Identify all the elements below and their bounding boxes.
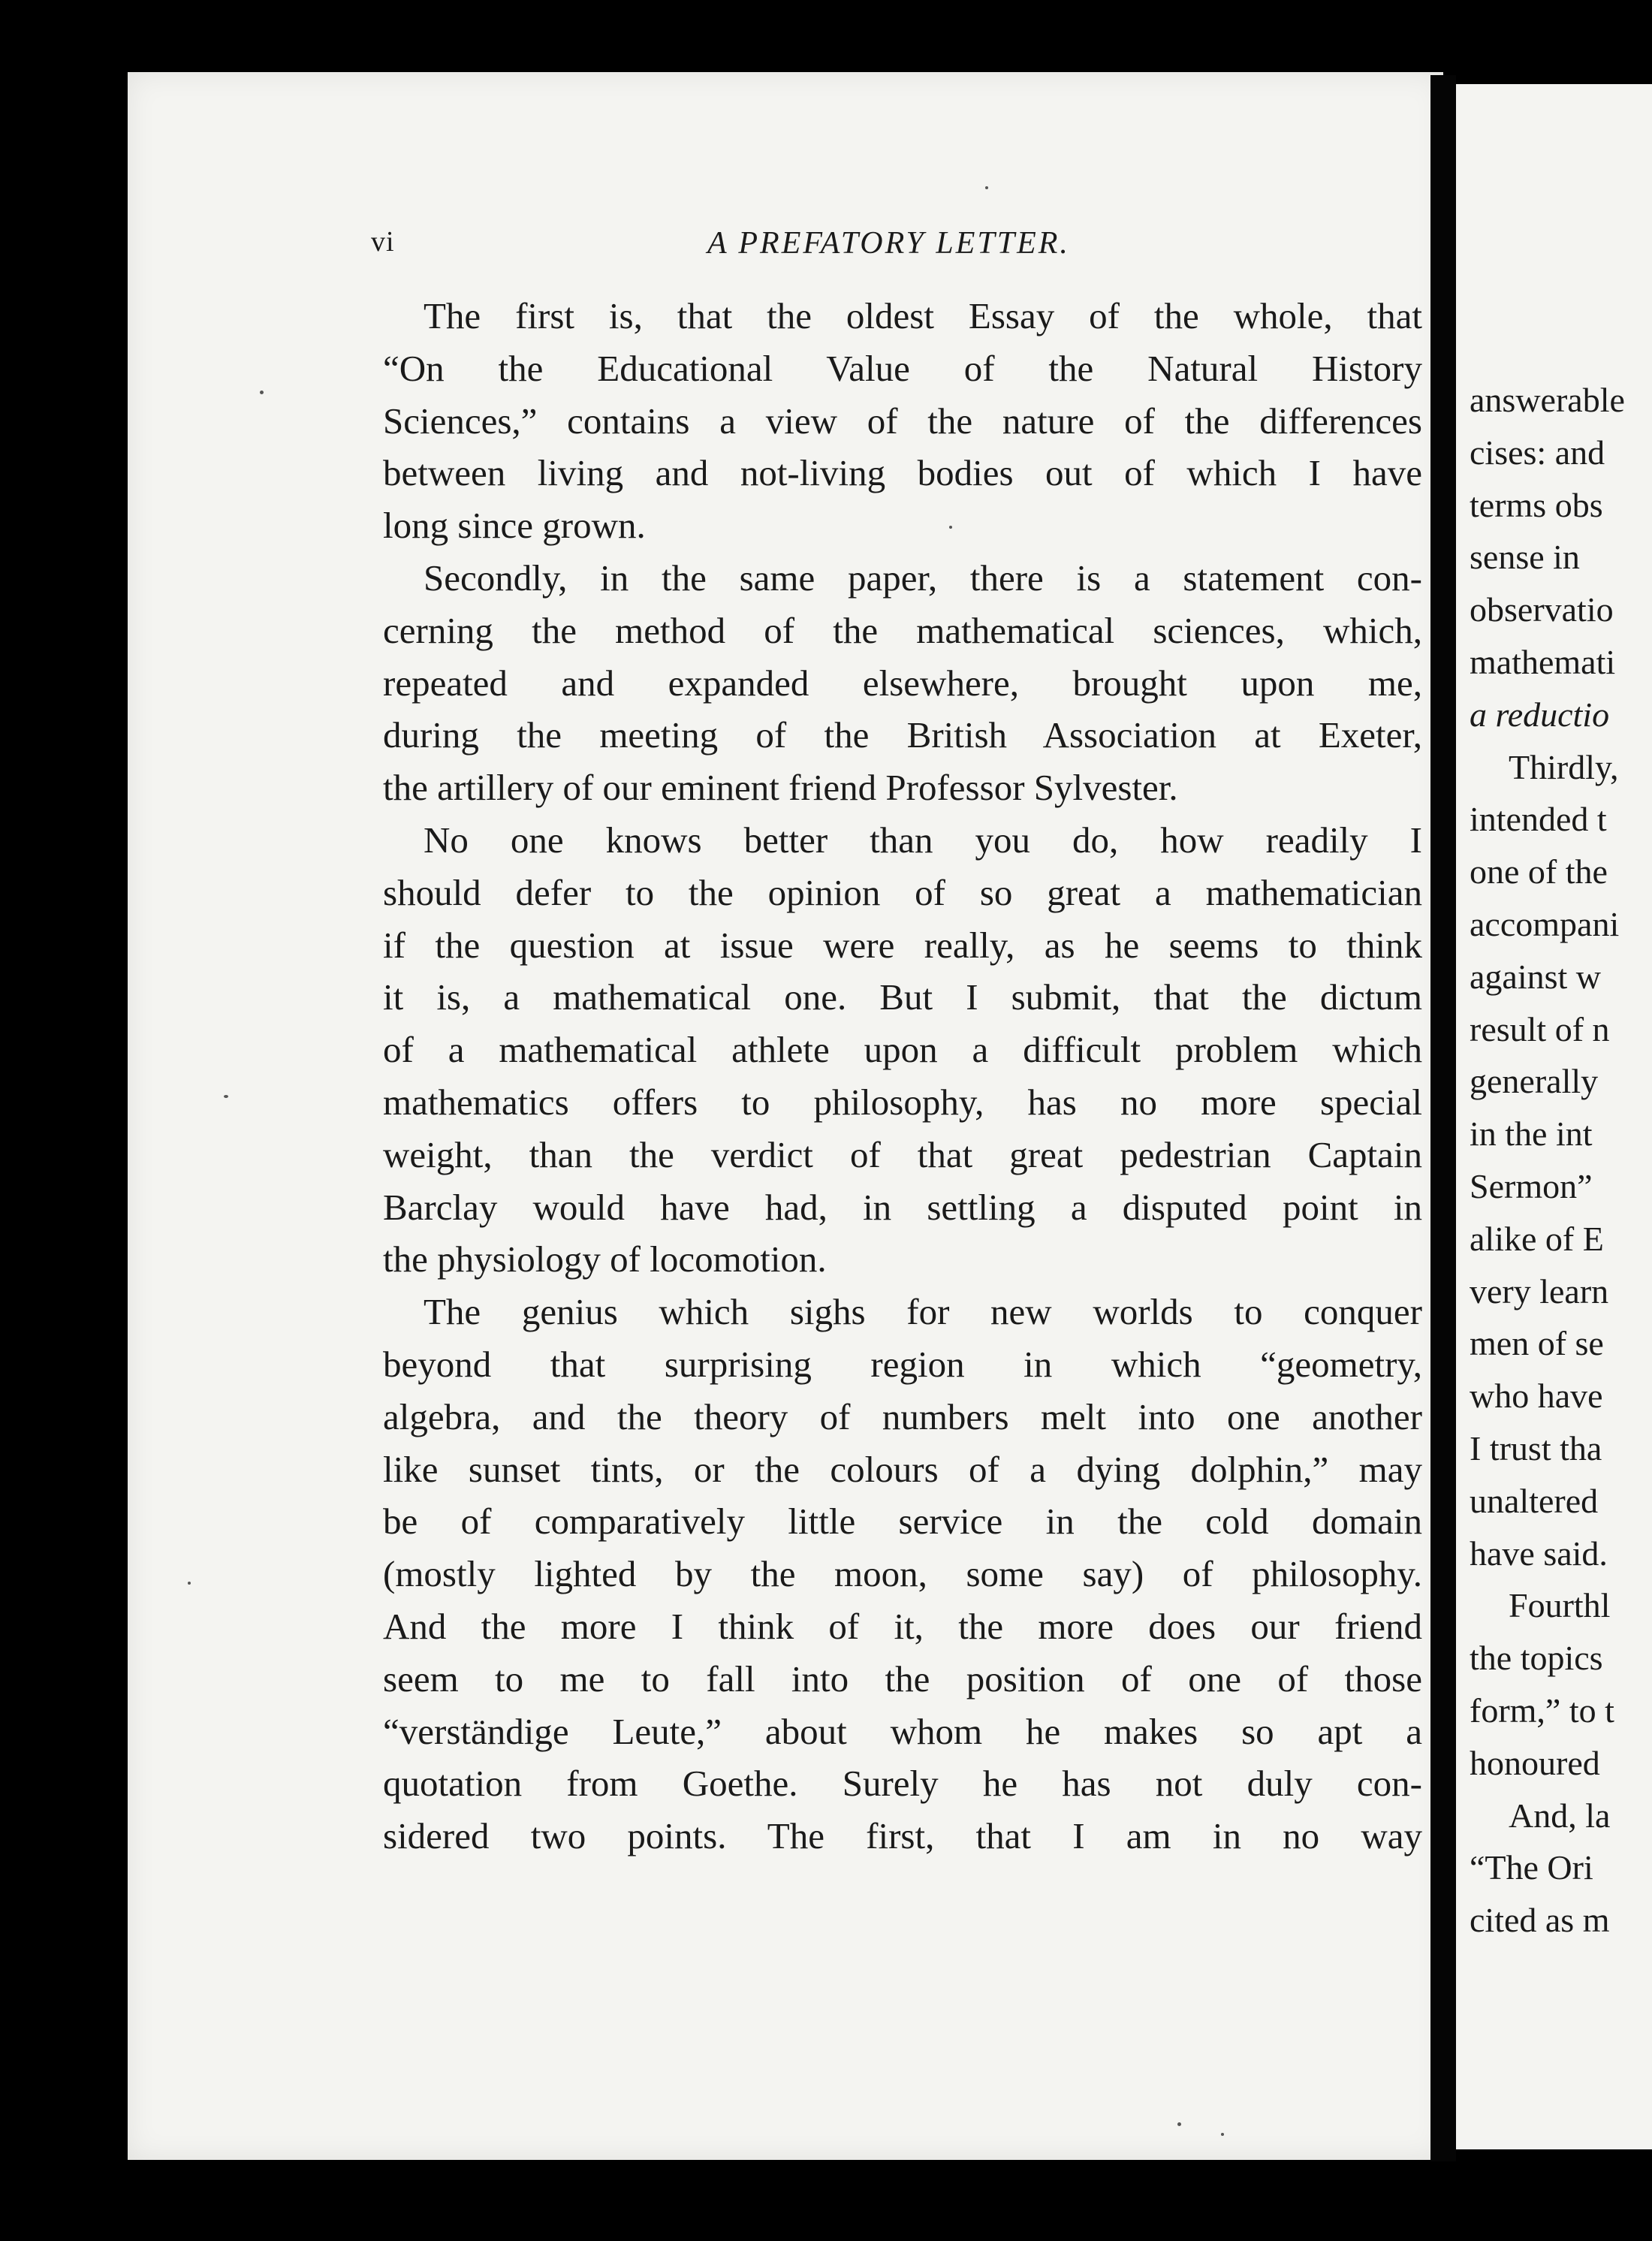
right-text-line: accompani [1470,904,1620,943]
text-line: sidered two points. The first, that I am in no way [383,1815,1422,1857]
text-line: long since grown. [383,505,646,547]
right-text-line: the topics [1470,1639,1603,1678]
text-line: during the meeting of the British Association at Exeter, [383,714,1422,756]
text-line: weight, than the verdict of that great pedestrian Captain [383,1133,1422,1175]
right-text-line: “The Ori [1470,1848,1593,1887]
text-line: quotation from Goethe. Surely he has not duly con- [383,1763,1422,1805]
book-gutter [1430,75,1456,2161]
right-text-line: I trust tha [1470,1428,1602,1467]
right-text-line: one of the [1470,852,1608,891]
text-line: The genius which sighs for new worlds to conquer [424,1291,1422,1333]
text-line: Secondly, in the same paper, there is a statement con- [424,556,1422,599]
right-text-line: unaltered [1470,1481,1599,1520]
text-line: the physiology of locomotion. [383,1238,827,1280]
text-line: seem to me to fall into the position of one of those [383,1657,1422,1700]
text-line: repeated and expanded elsewhere, brought upon me, [383,662,1422,704]
page-number: vi [371,226,395,258]
text-line: between living and not-living bodies out of which I have [383,452,1422,494]
text-line: And the more I think of it, the more does our friend [383,1605,1422,1647]
text-line: Barclay would have had, in settling a disputed point in [383,1186,1422,1228]
right-text-line: And, la [1509,1796,1611,1835]
right-text-line: terms obs [1470,485,1603,524]
right-text-line: sense in [1470,538,1580,577]
right-text-line: against w [1470,957,1602,996]
text-line: of a mathematical athlete upon a difficult problem which [383,1029,1422,1071]
text-line: beyond that surprising region in which “geometry, [383,1343,1422,1385]
right-text-line: alike of E [1470,1219,1604,1258]
text-line: like sunset tints, or the colours of a dying dolphin,” may [383,1448,1422,1490]
right-text-line: intended t [1470,800,1607,839]
right-page-text [1470,374,1652,1947]
text-line: cerning the method of the mathematical sciences, which, [383,609,1422,651]
text-line: mathematics offers to philosophy, has no more special [383,1081,1422,1123]
right-text-line: Fourthl [1509,1586,1611,1625]
right-text-line: very learn [1470,1271,1609,1311]
text-line: Sciences,” contains a view of the nature of the differences [383,400,1422,442]
right-text-line: result of n [1470,1009,1610,1048]
right-text-line: have said. [1470,1534,1608,1573]
text-line: “verständige Leute,” about whom he makes so apt a [383,1710,1422,1752]
right-text-line: generally [1470,1062,1599,1101]
right-text-line: Thirdly, [1509,747,1619,786]
text-line: The first is, that the oldest Essay of the whole, that [424,295,1422,336]
right-text-line: honoured [1470,1743,1600,1782]
right-text-line: Sermon” [1470,1166,1593,1205]
right-text-line: form,” to t [1470,1691,1614,1730]
text-line: it is, a mathematical one. But I submit, that the dictum [383,976,1422,1018]
text-line: if the question at issue were really, as he seems to think [383,924,1422,966]
right-text-line: men of se [1470,1324,1604,1363]
text-line: be of comparatively little service in the cold domain [383,1501,1422,1543]
text-line: (mostly lighted by the moon, some say) of philosophy. [383,1553,1422,1595]
text-line: should defer to the opinion of so great a mathematician [383,871,1422,913]
running-head: A PREFATORY LETTER. [707,226,1070,261]
right-text-line: observatio [1470,590,1614,629]
page-header [371,225,1422,270]
right-text-line: a reductio [1470,695,1610,734]
right-text-line: mathemati [1470,642,1616,681]
text-line: algebra, and the theory of numbers melt into one another [383,1395,1422,1437]
right-page [1456,84,1652,2149]
text-line: No one knows better than you do, how readily I [424,819,1422,861]
right-text-line: cises: and [1470,433,1605,472]
right-text-line: cited as m [1470,1901,1610,1940]
text-line: “On the Educational Value of the Natural History [383,347,1422,389]
body-text [383,290,1422,1862]
right-text-line: in the int [1470,1114,1593,1154]
right-text-line: who have [1470,1377,1603,1416]
right-text-line: answerable [1470,381,1625,419]
text-line: the artillery of our eminent friend Professor Sylvester. [383,767,1178,809]
